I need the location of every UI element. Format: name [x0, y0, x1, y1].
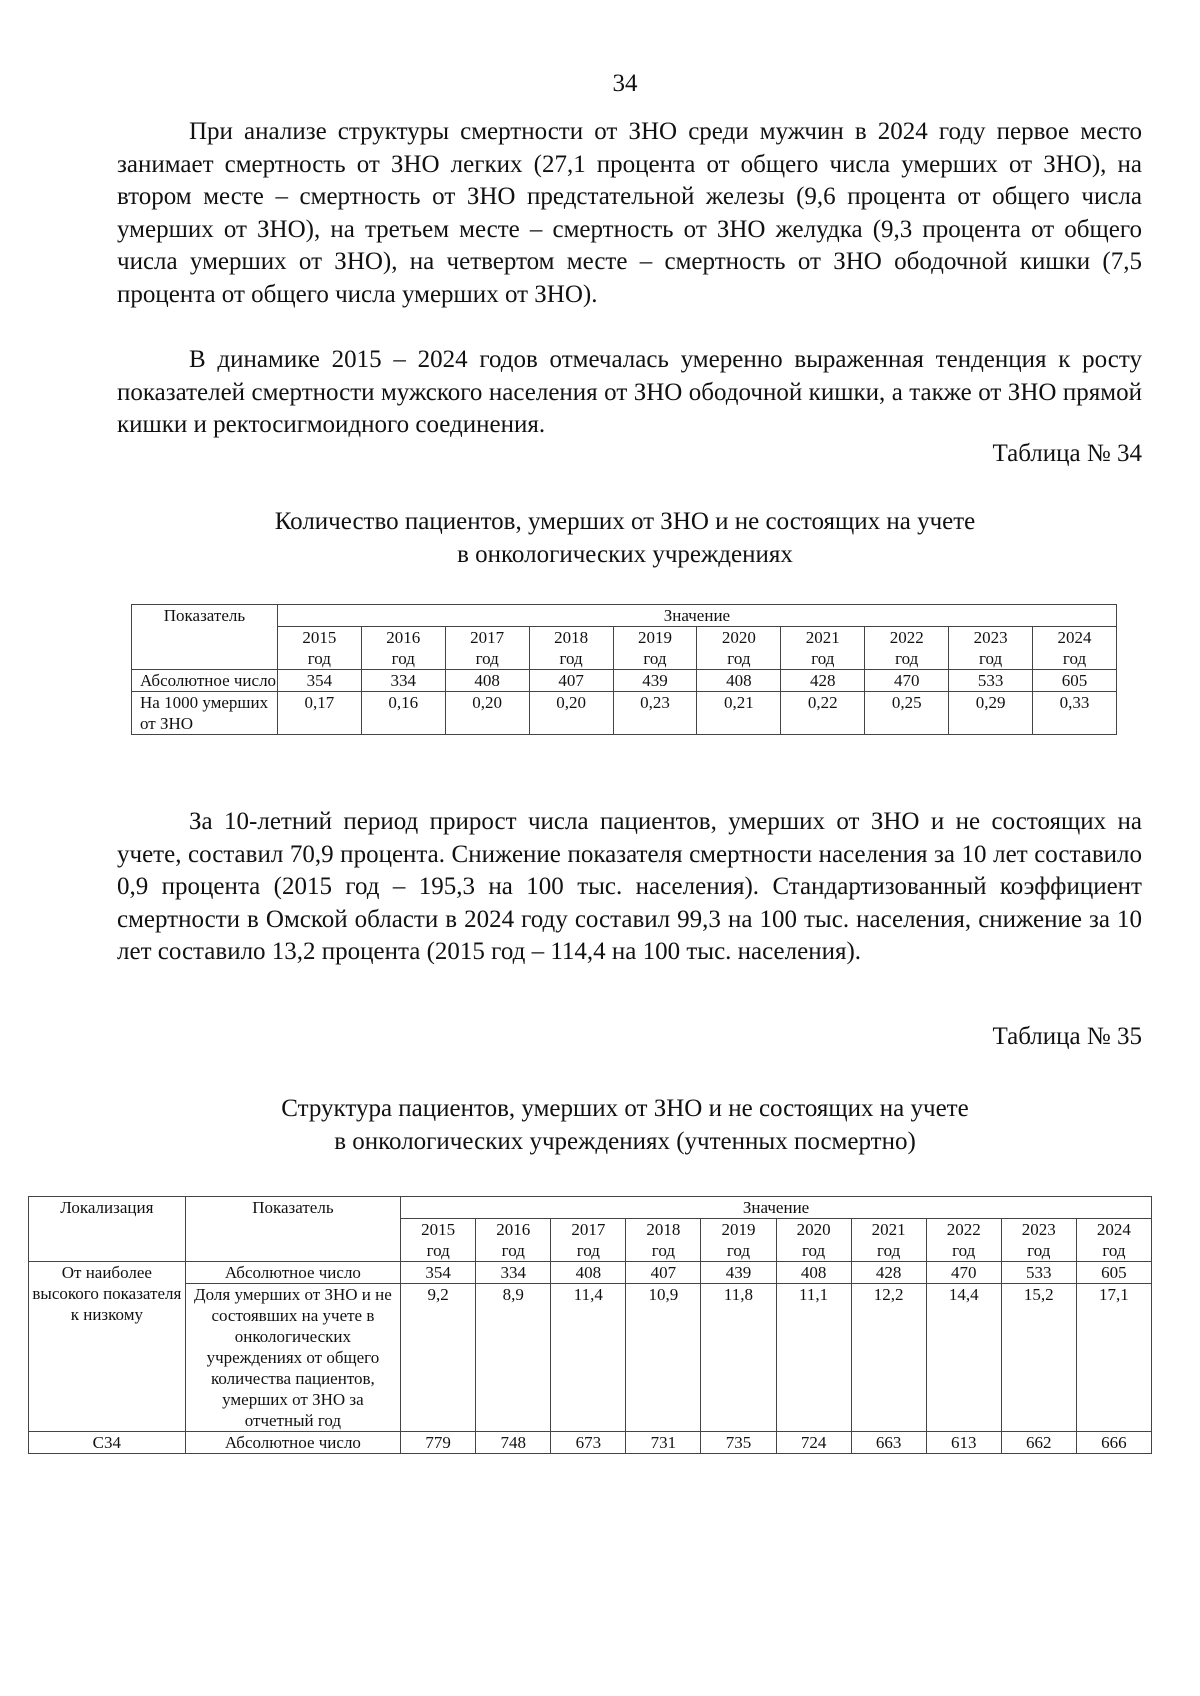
table-cell: 779: [401, 1432, 476, 1454]
row-label: Абсолютное число: [185, 1432, 400, 1454]
header-year-2021: [781, 627, 865, 670]
year-suffix: год: [801, 1241, 826, 1260]
year-number: 2016: [386, 628, 421, 647]
table-cell: 354: [401, 1262, 476, 1284]
table-cell: 470: [926, 1262, 1001, 1284]
year-suffix: год: [426, 1241, 450, 1260]
table-cell: 11,8: [701, 1284, 776, 1432]
table-cell: 0,29: [949, 692, 1033, 735]
paragraph-dynamics: В динамике 2015 – 2024 годов отмечалась умеренно выраженная тенденция к росту показателей смертности мужского населения от ЗНО ободочной кишки, а также от ЗНО прямой кишки и ректосигмоидного соединения.: [117, 346, 1142, 439]
table-row: [132, 670, 1117, 692]
header-year-2024: [1033, 627, 1117, 670]
year-number: 2018: [554, 628, 589, 647]
table-cell: 0,20: [445, 692, 529, 735]
table-cell: 662: [1001, 1432, 1076, 1454]
year-number: 2017: [571, 1220, 606, 1239]
header-year-2023: [1001, 1219, 1076, 1262]
header-year-2019: [613, 627, 697, 670]
year-suffix: год: [811, 649, 835, 668]
table-cell: 470: [865, 670, 949, 692]
table-cell: 11,4: [551, 1284, 626, 1432]
table-cell: 724: [776, 1432, 851, 1454]
year-suffix: год: [877, 1241, 901, 1260]
row-label: Абсолютное число: [132, 670, 278, 692]
page-number: 34: [612, 70, 638, 97]
table-cell: 663: [851, 1432, 926, 1454]
table-cell: 439: [613, 670, 697, 692]
year-number: 2022: [889, 628, 924, 647]
table-34-title-line2: в онкологических учреждениях: [457, 540, 793, 568]
table-cell: 605: [1076, 1262, 1151, 1284]
year-suffix: год: [475, 649, 499, 668]
year-number: 2017: [470, 628, 505, 647]
table-row: [29, 1262, 1152, 1284]
year-number: 2024: [1057, 628, 1092, 647]
header-indicator: Показатель: [185, 1197, 400, 1262]
header-year-2022: [865, 627, 949, 670]
year-suffix: год: [727, 649, 751, 668]
header-indicator: Показатель: [132, 605, 278, 670]
table-cell: 408: [551, 1262, 626, 1284]
year-suffix: год: [651, 1241, 676, 1260]
header-location: Локализация: [29, 1197, 186, 1262]
table-cell: 428: [851, 1262, 926, 1284]
year-number: 2024: [1096, 1220, 1131, 1239]
table-34: [131, 604, 1117, 735]
year-number: 2015: [302, 628, 337, 647]
header-value: Значение: [277, 605, 1116, 627]
year-suffix: год: [1102, 1241, 1126, 1260]
year-suffix: год: [726, 1241, 751, 1260]
header-year-2023: [949, 627, 1033, 670]
header-year-2019: [701, 1219, 776, 1262]
year-number: 2021: [871, 1220, 906, 1239]
header-year-2016: [476, 1219, 551, 1262]
row-label: Абсолютное число: [185, 1262, 400, 1284]
year-number: 2023: [973, 628, 1008, 647]
table-cell: 0,25: [865, 692, 949, 735]
table-cell: 533: [1001, 1262, 1076, 1284]
table-cell: 0,22: [781, 692, 865, 735]
header-year-2022: [926, 1219, 1001, 1262]
table-cell: 428: [781, 670, 865, 692]
year-suffix: год: [952, 1241, 976, 1260]
table-row: [29, 1284, 1152, 1432]
year-number: 2019: [637, 628, 672, 647]
header-value: Значение: [401, 1197, 1152, 1219]
table-cell: 15,2: [1001, 1284, 1076, 1432]
table-cell: 408: [445, 670, 529, 692]
table-cell: 0,20: [529, 692, 613, 735]
table-34-label: Таблица № 34: [992, 440, 1142, 467]
header-year-2020: [697, 627, 781, 670]
year-suffix: год: [307, 649, 331, 668]
year-suffix: год: [1027, 1241, 1051, 1260]
table-35-title: [0, 1093, 1200, 1158]
table-35-title-line1: Структура пациентов, умерших от ЗНО и не состоящих на учете: [281, 1095, 969, 1122]
row-location: От наиболее высокого показателя к низкому: [29, 1262, 186, 1432]
table-cell: 10,9: [626, 1284, 701, 1432]
table-cell: 408: [776, 1262, 851, 1284]
table-cell: 0,16: [361, 692, 445, 735]
paragraph-mortality-structure: При анализе структуры смертности от ЗНО среди мужчин в 2024 году первое место занимает смертность от ЗНО легких (27,1 процента от общего числа умерших от ЗНО), на втором месте – смертность от ЗНО предстательной железы (9,6 процента от общего числа умерших от ЗНО), на третьем месте – смертность от ЗНО желудка (9,3 процента от общего числа умерших от ЗНО), на четвертом месте – смертность от ЗНО ободочной кишки (7,5 процента от общего числа умерших от ЗНО).: [117, 118, 1142, 308]
table-cell: 0,23: [613, 692, 697, 735]
year-suffix: год: [979, 649, 1003, 668]
year-suffix: год: [559, 649, 583, 668]
table-cell: 666: [1076, 1432, 1151, 1454]
table-cell: 11,1: [776, 1284, 851, 1432]
table-cell: 533: [949, 670, 1033, 692]
table-cell: 0,33: [1033, 692, 1117, 735]
header-year-2015: [401, 1219, 476, 1262]
header-year-2017: [445, 627, 529, 670]
table-cell: 439: [701, 1262, 776, 1284]
table-34-title: [0, 506, 1200, 571]
table-35-title-line2: в онкологических учреждениях (учтенных посмертно): [334, 1127, 916, 1155]
table-cell: 334: [476, 1262, 551, 1284]
header-year-2016: [361, 627, 445, 670]
year-number: 2020: [721, 628, 756, 647]
table-cell: 735: [701, 1432, 776, 1454]
header-year-2024: [1076, 1219, 1151, 1262]
table-35: [28, 1196, 1152, 1454]
header-year-2018: [626, 1219, 701, 1262]
header-year-2015: [277, 627, 361, 670]
year-number: 2018: [646, 1220, 681, 1239]
table-header-row: [29, 1197, 1152, 1219]
table-cell: 407: [626, 1262, 701, 1284]
table-cell: 17,1: [1076, 1284, 1151, 1432]
table-cell: 0,17: [277, 692, 361, 735]
year-suffix: год: [501, 1241, 525, 1260]
year-number: 2022: [946, 1220, 981, 1239]
year-number: 2016: [496, 1220, 531, 1239]
table-year-row: [132, 627, 1117, 670]
year-number: 2015: [421, 1220, 456, 1239]
table-cell: 0,21: [697, 692, 781, 735]
table-header-row: [132, 605, 1117, 627]
table-cell: 12,2: [851, 1284, 926, 1432]
table-cell: 407: [529, 670, 613, 692]
year-suffix: год: [391, 649, 415, 668]
table-row: [132, 692, 1117, 735]
table-cell: 354: [277, 670, 361, 692]
table-cell: 731: [626, 1432, 701, 1454]
table-cell: 334: [361, 670, 445, 692]
year-number: 2020: [796, 1220, 831, 1239]
table-row: [29, 1432, 1152, 1454]
table-cell: 673: [551, 1432, 626, 1454]
year-suffix: год: [895, 649, 919, 668]
table-cell: 14,4: [926, 1284, 1001, 1432]
year-suffix: год: [643, 649, 667, 668]
table-34-title-line1: Количество пациентов, умерших от ЗНО и не состоящих на учете: [274, 508, 976, 535]
table-cell: 9,2: [401, 1284, 476, 1432]
table-cell: 605: [1033, 670, 1117, 692]
header-year-2018: [529, 627, 613, 670]
year-number: 2019: [721, 1220, 756, 1239]
table-cell: 408: [697, 670, 781, 692]
year-suffix: год: [1062, 649, 1087, 668]
header-year-2017: [551, 1219, 626, 1262]
header-year-2020: [776, 1219, 851, 1262]
table-cell: 8,9: [476, 1284, 551, 1432]
table-cell: 613: [926, 1432, 1001, 1454]
header-year-2021: [851, 1219, 926, 1262]
table-35-label: Таблица № 35: [992, 1023, 1142, 1050]
paragraph-growth-summary: За 10-летний период прирост числа пациентов, умерших от ЗНО и не состоящих на учете, составил 70,9 процента. Снижение показателя смертности населения за 10 лет составило 0,9 процента (2015 год – 195,3 на 100 тыс. населения). Стандартизованный коэффициент смертности в Омской области в 2024 году составил 99,3 на 100 тыс. населения, снижение за 10 лет составило 13,2 процента (2015 год – 114,4 на 100 тыс. населения).: [117, 808, 1142, 966]
row-location: С34: [29, 1432, 186, 1454]
table-cell: 748: [476, 1432, 551, 1454]
row-label: На 1000 умерших от ЗНО: [132, 692, 278, 735]
year-number: 2021: [805, 628, 840, 647]
row-label: Доля умерших от ЗНО и не состоявших на учете в онкологических учреждениях от общего количества пациентов, умерших от ЗНО за отчетный год: [185, 1284, 400, 1432]
year-suffix: год: [576, 1241, 600, 1260]
year-number: 2023: [1021, 1220, 1056, 1239]
